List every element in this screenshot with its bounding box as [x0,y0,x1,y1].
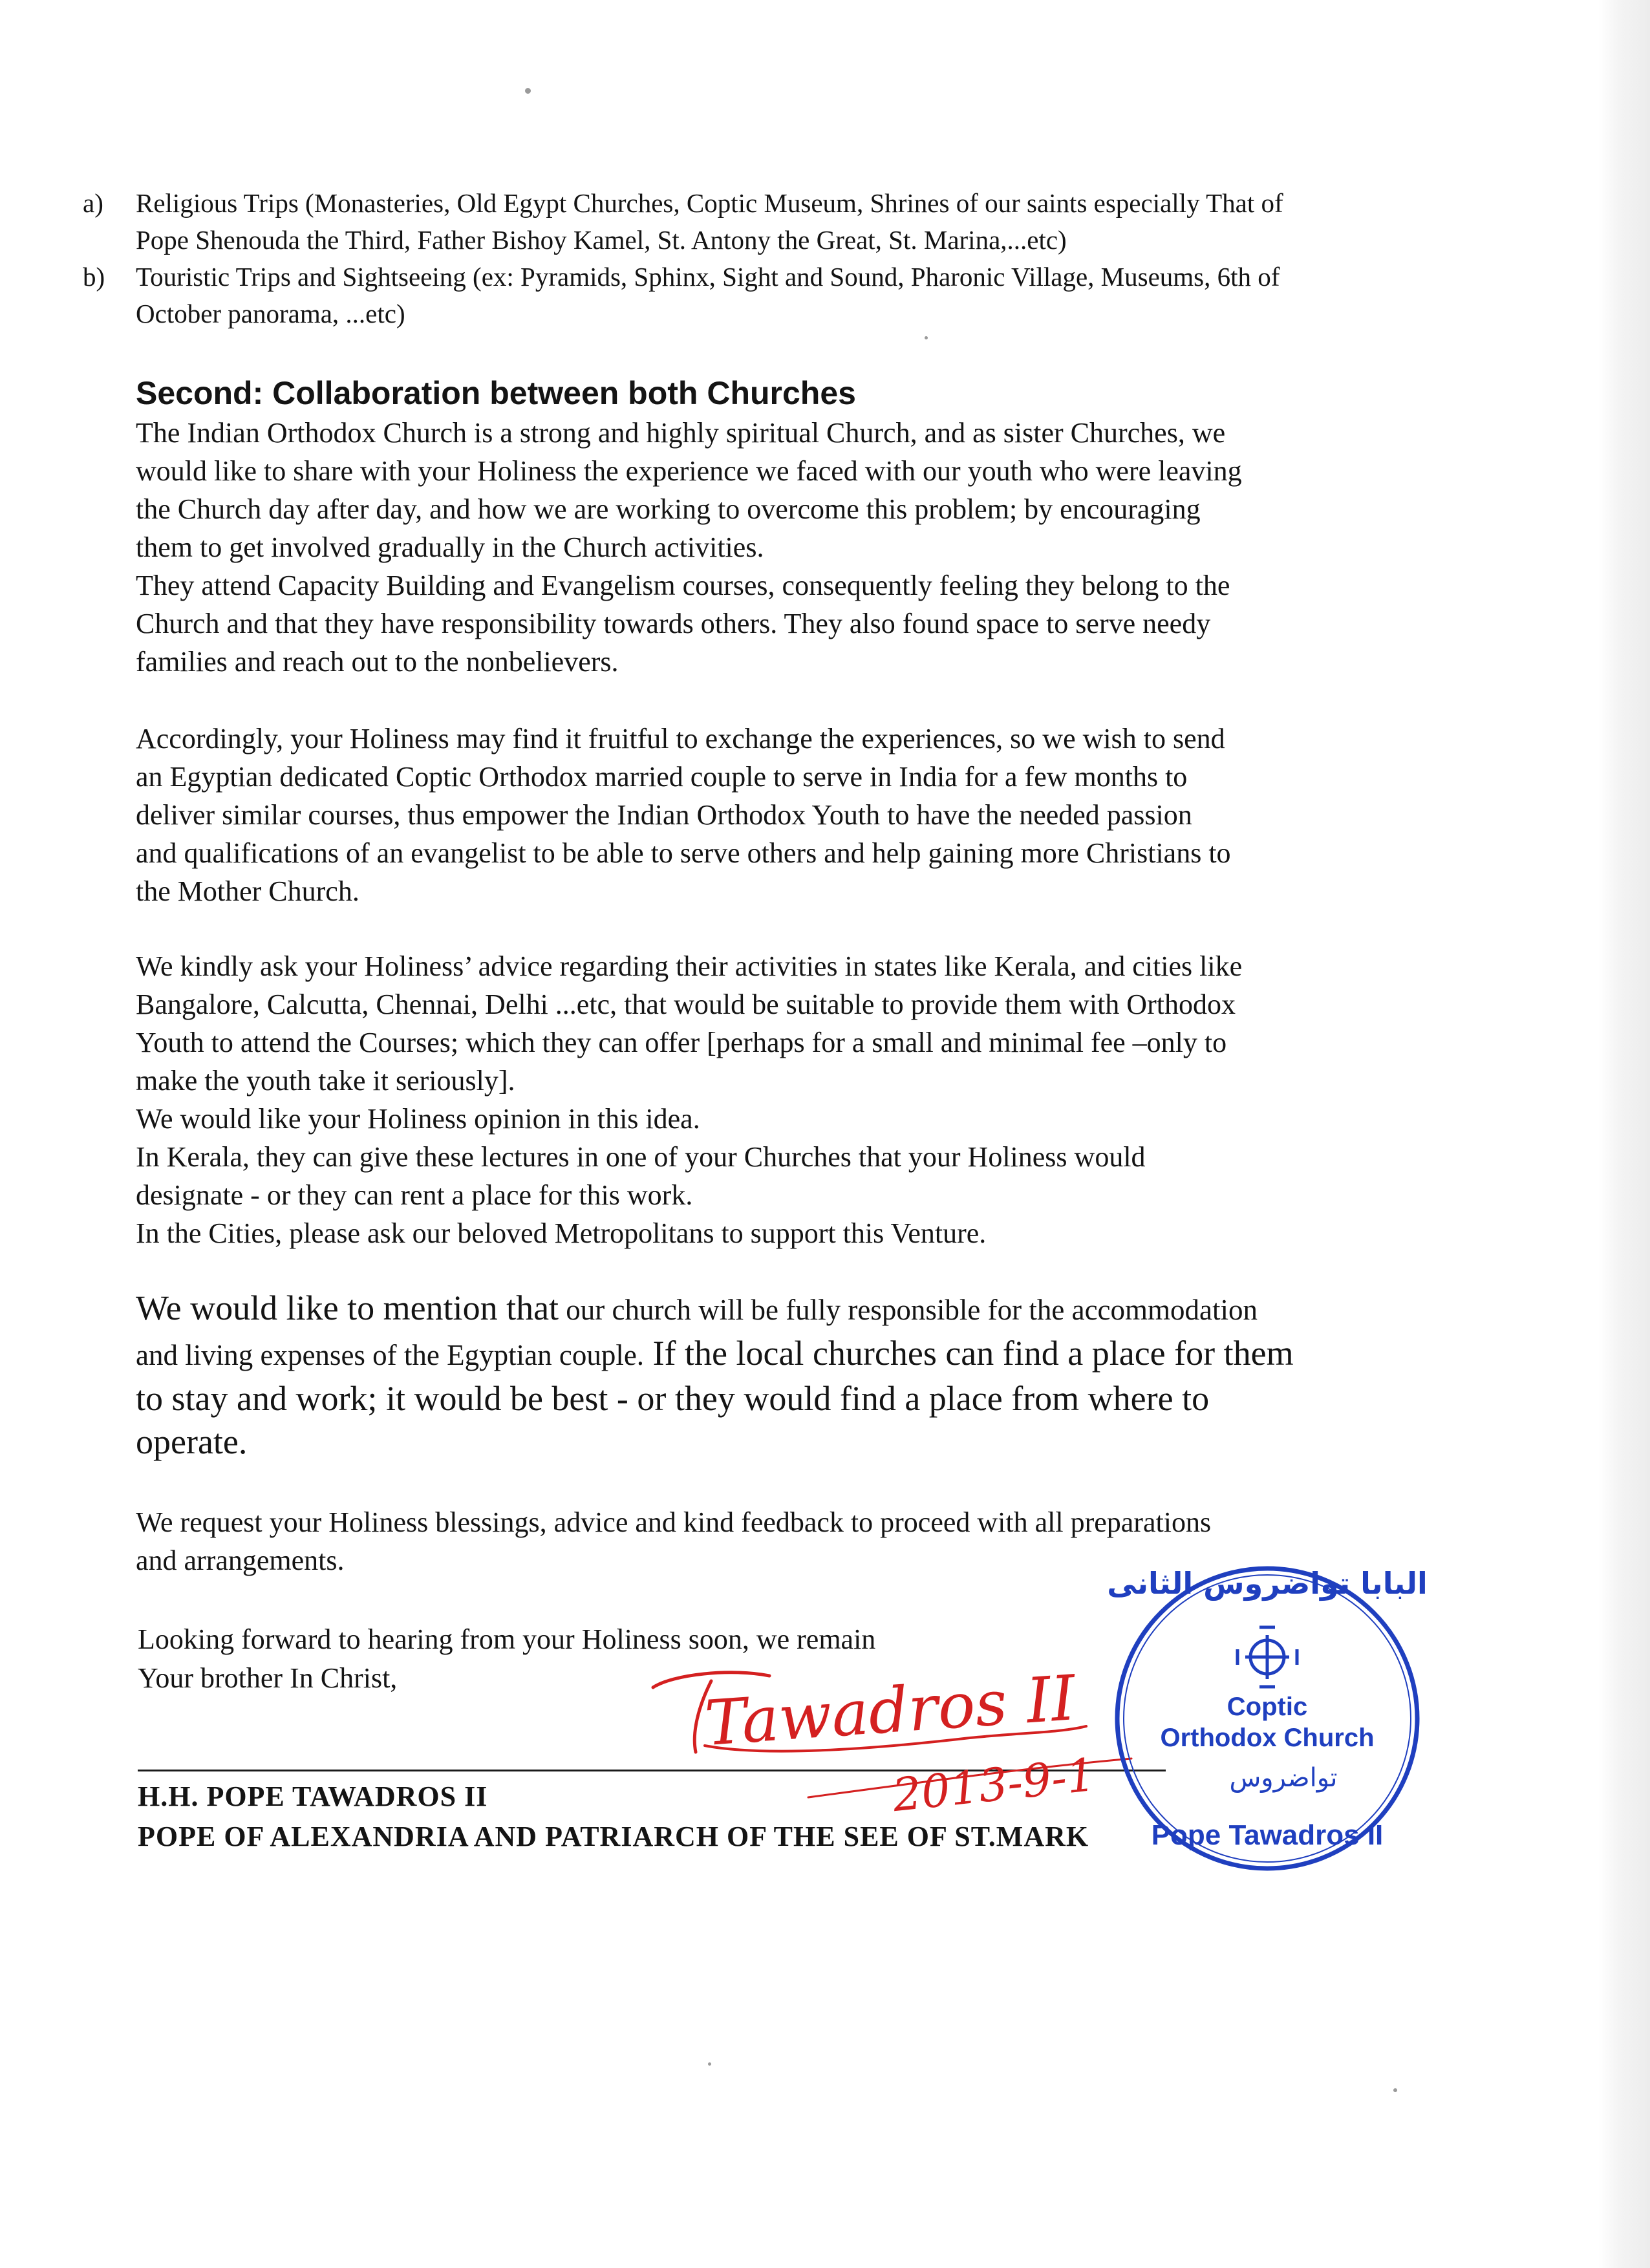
paragraph-responsibility [136,1287,1477,1464]
paragraph-line: Church and that they have responsibility towards others. They also found space to serve needy [136,608,1211,639]
paragraph-line: the Mother Church. [136,875,359,907]
scan-speck [708,2062,711,2066]
paragraph-line [136,1287,1477,1332]
small-text: our church will be fully responsible for the accommodation [559,1294,1258,1326]
paragraph-line: Accordingly, your Holiness may find it fruitful to exchange the experiences, so we wish to send [136,723,1225,754]
list-item [83,259,1479,332]
list-marker: b) [83,262,105,292]
paragraph-line: them to get involved gradually in the Church activities. [136,531,764,563]
section-heading: Second: Collaboration between both Churches [136,375,856,411]
paragraph-line: to stay and work; it would be best - or they would find a place from where to [136,1379,1210,1418]
paragraph-line: Youth to attend the Courses; which they can offer [perhaps for a small and minimal fee –only to [136,1027,1227,1058]
paragraph-line: We request your Holiness blessings, advice and kind feedback to proceed with all preparations [136,1506,1212,1538]
paragraph-line: make the youth take it seriously]. [136,1065,515,1097]
scan-edge-shadow [1598,0,1650,2268]
stamp-graphic [1109,1560,1426,1877]
signatory-name: H.H. POPE TAWADROS II [138,1781,488,1812]
large-text: If the local churches can find a place for them [644,1334,1294,1373]
scan-speck [1393,2088,1397,2092]
closing-line: Your brother In Christ, [138,1662,398,1694]
stamp-line-1: Coptic [1227,1693,1308,1721]
stamp-arabic-top: البابا تواضروس الثانى [1109,1566,1426,1601]
paragraph-line: In Kerala, they can give these lectures in one of your Churches that your Holiness would [136,1141,1146,1173]
signatory-title: POPE OF ALEXANDRIA AND PATRIARCH OF THE SEE OF ST.MARK [138,1821,1089,1852]
paragraph-line: We would like your Holiness opinion in this idea. [136,1103,700,1135]
paragraph-line: operate. [136,1422,248,1461]
paragraph-line: and qualifications of an evangelist to be able to serve others and help gaining more Christians to [136,837,1231,869]
closing-line: Looking forward to hearing from your Holiness soon, we remain [138,1623,876,1655]
list-item-line: Touristic Trips and Sightseeing (ex: Pyramids, Sphinx, Sight and Sound, Pharonic Village, Museums, 6th of [136,262,1280,292]
list-item-line: October panorama, ...etc) [136,299,405,328]
stamp-line-2: Orthodox Church [1160,1724,1375,1752]
paragraph-line: families and reach out to the nonbelievers. [136,646,619,678]
handwritten-signature [634,1662,1138,1823]
trip-list [83,185,1479,332]
signature-name: Tawadros II [702,1662,1078,1760]
paragraph-line: the Church day after day, and how we are working to overcome this problem; by encouraging [136,493,1201,525]
paragraph-proposal [136,720,1474,910]
scan-speck [525,88,531,94]
paragraph-line [136,1332,1477,1377]
list-item [83,185,1479,259]
paragraph-line: designate - or they can rent a place for this work. [136,1179,693,1211]
paragraph-line: In the Cities, please ask our beloved Metropolitans to support this Venture. [136,1217,987,1249]
stamp-bottom: Pope Tawadros II [1151,1819,1384,1851]
list-item-line: Religious Trips (Monasteries, Old Egypt Churches, Coptic Museum, Shrines of our saints especially That of [136,188,1283,218]
large-text: We would like to mention that [136,1289,559,1327]
paragraph-line: The Indian Orthodox Church is a strong and highly spiritual Church, and as sister Churches, we [136,417,1226,449]
paragraph-advice [136,947,1474,1252]
official-stamp [1109,1560,1426,1877]
paragraph-line: and arrangements. [136,1545,345,1576]
paragraph-line: Bangalore, Calcutta, Chennai, Delhi ...etc, that would be suitable to provide them with Orthodox [136,989,1236,1020]
paragraph-line: deliver similar courses, thus empower the Indian Orthodox Youth to have the needed passion [136,799,1192,831]
stamp-arabic-small: تواضروس [1229,1763,1338,1793]
paragraph-line: They attend Capacity Building and Evangelism courses, consequently feeling they belong to the [136,570,1230,601]
scan-speck [925,336,928,339]
paragraph-collaboration [136,414,1474,681]
small-text: and living expenses of the Egyptian couple. [136,1339,645,1371]
list-item-line: Pope Shenouda the Third, Father Bishoy Kamel, St. Antony the Great, St. Marina,...etc) [136,225,1067,255]
list-marker: a) [83,188,103,218]
paragraph-line: would like to share with your Holiness the experience we faced with our youth who were leaving [136,455,1242,487]
paragraph-line: We kindly ask your Holiness’ advice regarding their activities in states like Kerala, and cities like [136,950,1243,982]
signature-date: 2013-9-1 [890,1748,1098,1823]
paragraph-line: an Egyptian dedicated Coptic Orthodox married couple to serve in India for a few months to [136,761,1188,793]
